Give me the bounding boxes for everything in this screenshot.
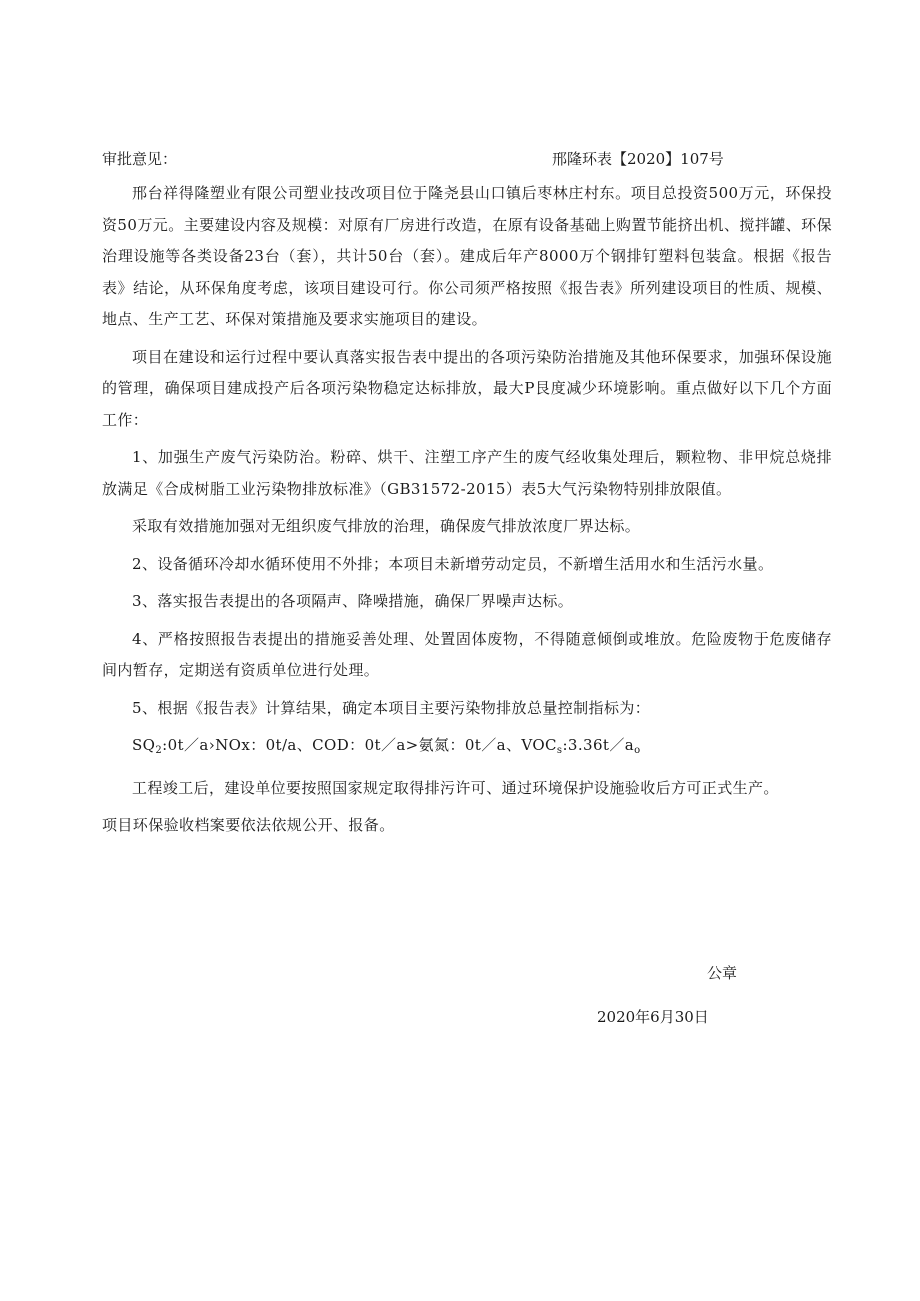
- official-seal-label: 公章: [707, 964, 738, 982]
- project-overview-paragraph: 邢台祥得隆塑业有限公司塑业技改项目位于隆尧县山口镇后枣林庄村东。项目总投资500万元，环保投资50万元。主要建设内容及规模：对原有厂房进行改造，在原有设备基础上购置节能挤出机、搅拌罐、环保治理设施等各类设备23台（套），共计50台（套）。建成后年产8000万个钢排钉塑料包装盒。根据《报告表》结论，从环保角度考虑，该项目建设可行。你公司须严格按照《报告表》所列建设项目的性质、规模、地点、生产工艺、环保对策措施及要求实施项目的建设。: [102, 184, 832, 328]
- approval-body: [102, 178, 832, 848]
- cod-value: COD：0t／a>: [312, 736, 419, 754]
- so2-label: SQ: [132, 736, 156, 754]
- ammonia-nitrogen-value: 氨氮：0t／a、: [418, 736, 522, 754]
- item-3-noise: 3、落实报告表提出的各项隔声、降噪措施，确保厂界噪声达标。: [132, 592, 574, 610]
- item-2-cooling-water: 2、设备循环冷却水循环使用不外排；本项目未新增劳动定员，不新增生活用水和生活污水量。: [132, 554, 774, 573]
- item-4-solid-waste: 4、严格按照报告表提出的措施妥善处理、处置固体废物，不得随意倾倒或堆放。危险废物于危废储存间内暂存，定期送有资质单位进行处理。: [102, 629, 832, 679]
- so2-value: :0t／a›: [162, 736, 216, 754]
- document-number: 邢隆环表【2020】107号: [552, 150, 724, 168]
- item-1-unorganized-emissions: 采取有效措施加强对无组织废气排放的治理，确保废气排放浓度厂界达标。: [132, 517, 641, 535]
- approval-opinion-label: 审批意见：: [102, 150, 178, 168]
- approval-header: [102, 144, 752, 174]
- end-subscript: o: [634, 745, 641, 756]
- emission-limits-line: [102, 730, 832, 767]
- so2-subscript: 2: [155, 745, 163, 756]
- item-1-exhaust-gas: 1、加强生产废气污染防治。粉碎、烘干、注塑工序产生的废气经收集处理后，颗粒物、非甲烷总烧排放满足《合成树脂工业污染物排放标准》（GB31572-2015）表5大气污染物特别排放限值。: [102, 448, 832, 498]
- completion-acceptance-paragraph: 工程竣工后，建设单位要按照国家规定取得排污许可、通过环境保护设施验收后方可正式生产。: [132, 778, 779, 797]
- nox-value: NOx：0t/a、: [215, 736, 313, 754]
- voc-subscript: s: [556, 745, 563, 756]
- item-5-total-control-intro: 5、根据《报告表》计算结果，确定本项目主要污染物排放总量控制指标为：: [132, 698, 651, 717]
- voc-value: :3.36t／a: [562, 736, 635, 754]
- approval-date: 2020年6月30日: [597, 1008, 709, 1026]
- archive-disclosure-paragraph: 项目环保验收档案要依法依规公开、报备。: [102, 816, 395, 834]
- voc-label: VOC: [521, 736, 557, 754]
- requirements-intro-paragraph: 项目在建设和运行过程中要认真落实报告表中提出的各项污染防治措施及其他环保要求，加强环保设施的管理，确保项目建成投产后各项污染物稳定达标排放，最大P艮度减少环境影响。重点做好以下几个方面工作：: [102, 347, 832, 429]
